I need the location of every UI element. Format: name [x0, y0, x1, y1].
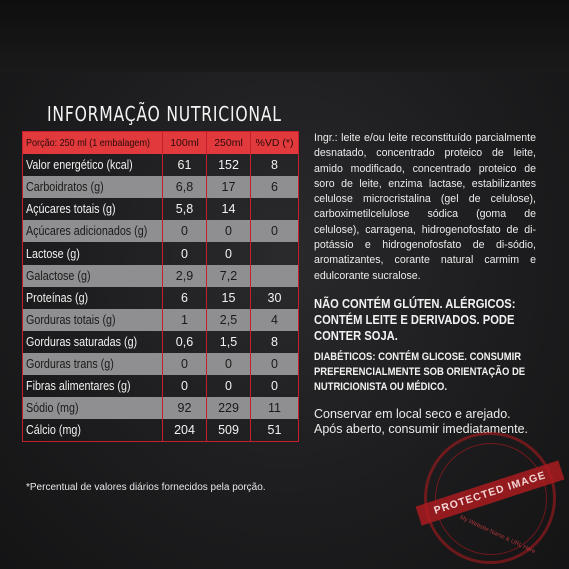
value-250ml: 7,2	[207, 265, 251, 287]
value-250ml: 229	[207, 397, 251, 419]
serving-size-label: Porção: 250 ml (1 embalagem)	[23, 132, 163, 155]
nutrient-label: Proteínas (g)	[23, 287, 163, 309]
value-250ml: 509	[207, 419, 251, 442]
nutrient-label: Galactose (g)	[23, 265, 163, 287]
value-100ml: 6,8	[163, 176, 207, 198]
value-100ml: 92	[163, 397, 207, 419]
allergen-warning: NÃO CONTÉM GLÚTEN. ALÉRGICOS: CONTÉM LEITE E DERIVADOS. PODE CONTER SOJA.	[314, 295, 516, 343]
value-250ml: 0	[207, 220, 251, 242]
nutrition-table	[22, 131, 299, 442]
panel-title: INFORMAÇÃO NUTRICIONAL	[47, 102, 282, 126]
value-100ml: 0,6	[163, 331, 207, 353]
value-250ml: 1,5	[207, 331, 251, 353]
value-vd: 0	[251, 375, 299, 397]
nutrient-label: Açúcares totais (g)	[23, 198, 163, 220]
col-header-250ml: 250ml	[207, 132, 251, 155]
value-vd: 4	[251, 309, 299, 331]
value-250ml: 17	[207, 176, 251, 198]
value-100ml: 0	[163, 353, 207, 375]
table-row	[23, 309, 299, 331]
value-250ml: 0	[207, 353, 251, 375]
product-info-column	[314, 131, 536, 438]
value-vd: 11	[251, 397, 299, 419]
value-100ml: 0	[163, 220, 207, 242]
value-vd: 6	[251, 176, 299, 198]
diabetic-warning: DIABÉTICOS: CONTÉM GLICOSE. CONSUMIR PREFERENCIALMENTE SOB ORIENTAÇÃO DE NUTRICIONISTA OU MÉDICO.	[314, 350, 526, 393]
table-row	[23, 353, 299, 375]
nutrient-label: Valor energético (kcal)	[23, 154, 163, 176]
storage-instructions: Conservar em local seco e arejado. Após aberto, consumir imediatamente.	[314, 406, 528, 437]
table-row	[23, 198, 299, 220]
value-100ml: 204	[163, 419, 207, 442]
nutrient-label: Gorduras saturadas (g)	[23, 331, 163, 353]
nutrient-label: Cálcio (mg)	[23, 419, 163, 442]
value-250ml: 15	[207, 287, 251, 309]
table-row	[23, 176, 299, 198]
table-header-row	[23, 132, 299, 155]
nutrient-label: Carboidratos (g)	[23, 176, 163, 198]
table-row	[23, 154, 299, 176]
nutrient-label: Lactose (g)	[23, 242, 163, 264]
nutrient-label: Sódio (mg)	[23, 397, 163, 419]
value-vd: 8	[251, 331, 299, 353]
table-row	[23, 287, 299, 309]
value-250ml: 2,5	[207, 309, 251, 331]
watermark-band-text: PROTECTED IMAGE	[416, 460, 565, 525]
table-row	[23, 242, 299, 264]
col-header-100ml: 100ml	[163, 132, 207, 155]
value-100ml: 61	[163, 154, 207, 176]
table-row	[23, 220, 299, 242]
value-vd: 30	[251, 287, 299, 309]
table-row	[23, 397, 299, 419]
top-dark-band	[0, 0, 569, 72]
table-row	[23, 419, 299, 442]
value-vd: 0	[251, 220, 299, 242]
nutrient-label: Açúcares adicionados (g)	[23, 220, 163, 242]
table-row	[23, 375, 299, 397]
table-footnote: *Percentual de valores diários fornecidos pela porção.	[26, 482, 266, 493]
table-row	[23, 331, 299, 353]
value-250ml: 0	[207, 242, 251, 264]
value-vd: 51	[251, 419, 299, 442]
nutrient-label: Gorduras totais (g)	[23, 309, 163, 331]
value-vd	[251, 242, 299, 264]
value-100ml: 6	[163, 287, 207, 309]
value-vd: 8	[251, 154, 299, 176]
value-250ml: 152	[207, 154, 251, 176]
value-vd: 0	[251, 353, 299, 375]
value-250ml: 14	[207, 198, 251, 220]
value-100ml: 2,9	[163, 265, 207, 287]
nutrient-label: Gorduras trans (g)	[23, 353, 163, 375]
watermark-bottom-text: My Website Name & URL Here	[458, 514, 537, 556]
ingredients-text: Ingr.: leite e/ou leite reconstituído parcialmente desnatado, concentrado proteico de leite, amido modificado, concentrado proteico de soro de leite, enzima lactase, estabilizantes celulose microcristalina (gel de celulose), carboximetilcelulose sódica (goma de celulose), carragena, hidrogenofosfato de di-potássio e hidrogenofosfato de di-sódio, aromatizantes, corante natural carmim e edulcorante sucralose.	[314, 132, 536, 282]
col-header-vd: %VD (*)	[251, 132, 299, 155]
value-100ml: 0	[163, 375, 207, 397]
value-100ml: 5,8	[163, 198, 207, 220]
value-100ml: 1	[163, 309, 207, 331]
table-row	[23, 265, 299, 287]
nutrient-label: Fibras alimentares (g)	[23, 375, 163, 397]
value-250ml: 0	[207, 375, 251, 397]
value-100ml: 0	[163, 242, 207, 264]
value-vd	[251, 198, 299, 220]
value-vd	[251, 265, 299, 287]
